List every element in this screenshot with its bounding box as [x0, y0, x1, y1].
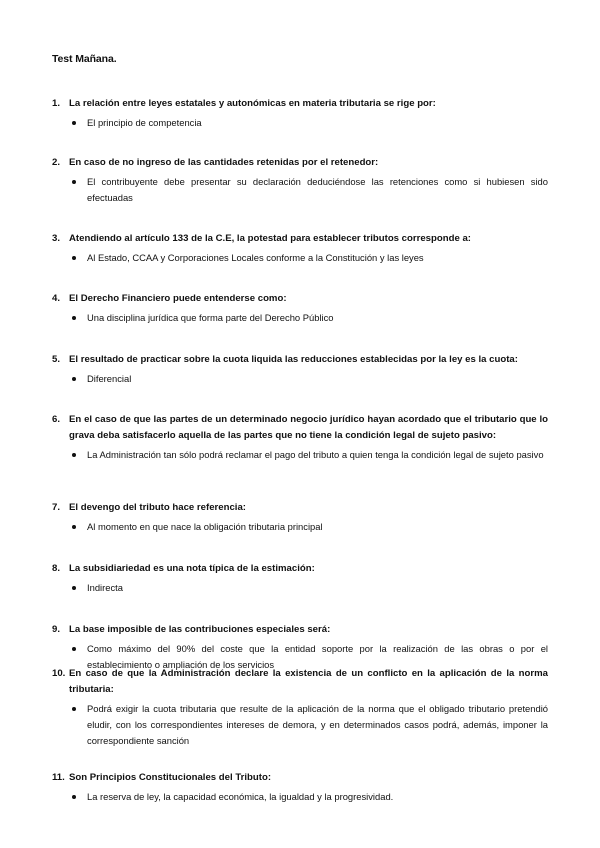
bullet-icon — [71, 250, 87, 266]
bullet-icon — [71, 701, 87, 749]
question-11 — [52, 770, 548, 805]
question-text: Atendiendo al artículo 133 de la C.E, la potestad para establecer tributos corresponde a: — [69, 233, 471, 244]
question-number: 1. — [52, 98, 61, 109]
bullet-icon — [71, 789, 87, 805]
answer-text: La reserva de ley, la capacidad económica, la igualdad y la progresividad. — [87, 791, 394, 802]
question-number: 11. — [52, 772, 65, 783]
question-text: El devengo del tributo hace referencia: — [69, 502, 246, 513]
question-4 — [52, 291, 548, 326]
question-text: El resultado de practicar sobre la cuota liquida las reducciones establecidas por la ley es la cuota: — [69, 354, 518, 365]
answer-text: El principio de competencia — [87, 117, 202, 128]
answer-text: El contribuyente debe presentar su declaración deduciéndose las retenciones como si hubiesen sido efectuadas — [87, 176, 548, 203]
question-8 — [52, 561, 548, 596]
answer-text: Una disciplina jurídica que forma parte del Derecho Público — [87, 312, 334, 323]
question-number: 9. — [52, 624, 61, 635]
bullet-icon — [71, 115, 87, 131]
answer-text: Al momento en que nace la obligación tributaria principal — [87, 521, 323, 532]
answer-text: Como máximo del 90% del coste que la entidad soporte por la realización de las obras o por el establecimiento o ampliación de los servicios — [87, 643, 548, 670]
question-6 — [52, 412, 548, 463]
bullet-icon — [71, 174, 87, 206]
question-7 — [52, 500, 548, 535]
question-text: La relación entre leyes estatales y autonómicas en materia tributaria se rige por: — [69, 98, 436, 109]
question-number: 6. — [52, 414, 61, 425]
question-number: 4. — [52, 293, 61, 304]
question-text: El Derecho Financiero puede entenderse como: — [69, 293, 287, 304]
answer-text: La Administración tan sólo podrá reclamar el pago del tributo a quien tenga la condición legal de sujeto pasivo — [87, 449, 544, 460]
answer-text: Podrá exigir la cuota tributaria que resulte de la aplicación de la norma que el obligado tributario pretendió eludir, con los correspondientes intereses de demora, y en determinados casos podrá, además, imponer la correspondiente sanción — [87, 703, 548, 746]
question-text: En caso de que la Administración declare la existencia de un conflicto en la aplicación de la norma tributaria: — [69, 668, 548, 695]
question-3 — [52, 231, 548, 266]
bullet-icon — [71, 310, 87, 326]
question-5 — [52, 352, 548, 387]
bullet-icon — [71, 447, 87, 463]
bullet-icon — [71, 519, 87, 535]
answer-text: Diferencial — [87, 373, 132, 384]
question-number: 7. — [52, 502, 61, 513]
question-number: 3. — [52, 233, 61, 244]
question-1 — [52, 96, 548, 131]
question-text: Son Principios Constitucionales del Tributo: — [69, 772, 272, 783]
document-title: Test Mañana. — [52, 53, 117, 65]
question-2 — [52, 155, 548, 206]
question-text: La base imposible de las contribuciones especiales será: — [69, 624, 331, 635]
answer-text: Al Estado, CCAA y Corporaciones Locales conforme a la Constitución y las leyes — [87, 252, 424, 263]
bullet-icon — [71, 371, 87, 387]
bullet-icon — [71, 580, 87, 596]
answer-text: Indirecta — [87, 582, 123, 593]
question-10 — [52, 666, 548, 749]
question-text: En el caso de que las partes de un determinado negocio jurídico hayan acordado que el tributario que lo grava deba satisfacerlo aquella de las partes que no tiene la condición legal de sujeto pasivo: — [69, 414, 548, 441]
question-number: 10. — [52, 668, 66, 679]
question-text: La subsidiariedad es una nota típica de la estimación: — [69, 563, 315, 574]
question-number: 5. — [52, 354, 61, 365]
question-number: 2. — [52, 157, 61, 168]
question-number: 8. — [52, 563, 61, 574]
question-text: En caso de no ingreso de las cantidades retenidas por el retenedor: — [69, 157, 379, 168]
